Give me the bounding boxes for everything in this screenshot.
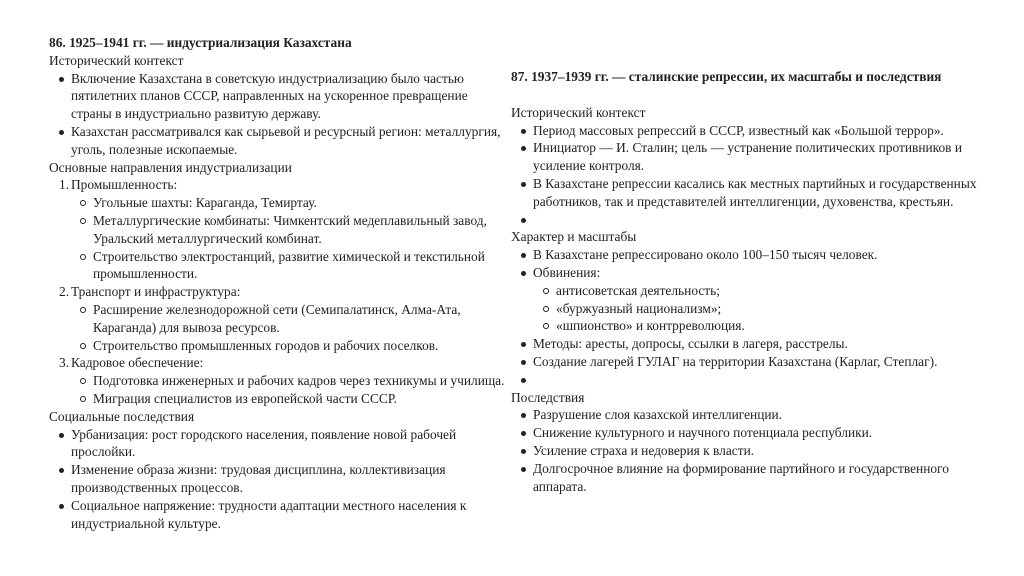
left-title: 86. 1925–1941 гг. — индустриализация Казахстана — [49, 35, 352, 50]
list-item — [511, 264, 981, 282]
left-context-heading: Исторический контекст — [49, 52, 184, 68]
list-item: Расширение железнодорожной сети (Семипалатинск, Алма-Ата, Караганда) для вывоза ресурсов. — [71, 301, 509, 337]
direction-sublist — [71, 194, 509, 283]
left-directions-heading: Основные направления индустриализации — [49, 159, 292, 175]
list-item: Период массовых репрессий в СССР, известный как «Большой террор». — [511, 122, 981, 140]
list-item: Угольные шахты: Караганда, Темиртау. — [71, 194, 509, 212]
list-item: В Казахстане репрессировано около 100–150 тысяч человек. — [511, 246, 981, 264]
direction-item — [49, 283, 509, 354]
direction-item — [49, 176, 509, 283]
consequences-list — [511, 406, 981, 495]
charges-label: Обвинения: — [533, 264, 601, 280]
direction-item — [49, 354, 509, 407]
direction-sublist — [71, 372, 509, 408]
right-title: 87. 1937–1939 гг. — сталинские репрессии, их масштабы и последствия — [511, 69, 942, 84]
directions-list — [49, 176, 509, 407]
left-social-heading: Социальные последствия — [49, 408, 195, 424]
right-context-heading: Исторический контекст — [511, 104, 646, 120]
list-item: Социальное напряжение: трудности адаптации местного населения к индустриальной культуре. — [49, 497, 509, 533]
list-item: Включение Казахстана в советскую индустриализацию было частью пятилетних планов СССР, направленных на ускоренное превращение страны в индустриально развитую державу. — [49, 70, 509, 123]
list-item: Разрушение слоя казахской интеллигенции. — [511, 406, 981, 424]
list-item: Методы: аресты, допросы, ссылки в лагеря, расстрелы. — [511, 335, 981, 353]
nature-list — [511, 246, 981, 282]
empty-list-item — [511, 371, 981, 389]
charges-list — [511, 282, 981, 335]
list-item: Строительство электростанций, развитие химической и текстильной промышленности. — [71, 248, 509, 284]
direction-title: Транспорт и инфраструктура: — [71, 284, 241, 300]
direction-sublist — [71, 301, 509, 354]
social-list — [49, 426, 509, 533]
direction-number: 3. — [59, 355, 70, 371]
right-consequences-heading: Последствия — [511, 389, 585, 405]
spacer — [511, 86, 981, 104]
right-context-list — [511, 122, 981, 229]
right-column — [511, 68, 981, 495]
right-nature-heading: Характер и масштабы — [511, 229, 637, 245]
empty-list-item — [511, 211, 981, 229]
list-item: Изменение образа жизни: трудовая дисциплина, коллективизация производственных процессов. — [49, 461, 509, 497]
direction-title: Промышленность: — [71, 177, 178, 193]
list-item: Металлургические комбинаты: Чимкентский медеплавильный завод, Уральский металлургический комбинат. — [71, 212, 509, 248]
left-context-list — [49, 70, 509, 159]
list-item: Казахстан рассматривался как сырьевой и ресурсный регион: металлургия, уголь, полезные ископаемые. — [49, 123, 509, 159]
list-item: «буржуазный национализм»; — [511, 300, 981, 318]
list-item: Долгосрочное влияние на формирование партийного и государственного аппарата. — [511, 460, 981, 496]
list-item: В Казахстане репрессии касались как местных партийных и государственных работников, так и представителей интеллигенции, духовенства, крестьян. — [511, 175, 981, 211]
list-item: Строительство промышленных городов и рабочих поселков. — [71, 337, 509, 355]
direction-title: Кадровое обеспечение: — [71, 355, 204, 371]
list-item: Инициатор — И. Сталин; цель — устранение политических противников и усиление контроля. — [511, 139, 981, 175]
list-item: Миграция специалистов из европейской части СССР. — [71, 390, 509, 408]
direction-number: 2. — [59, 284, 70, 300]
list-item: Снижение культурного и научного потенциала республики. — [511, 424, 981, 442]
list-item: Урбанизация: рост городского населения, появление новой рабочей прослойки. — [49, 426, 509, 462]
list-item: антисоветская деятельность; — [511, 282, 981, 300]
nature-list-continued — [511, 335, 981, 388]
left-column — [49, 34, 509, 532]
list-item: «шпионство» и контрреволюция. — [511, 317, 981, 335]
list-item: Усиление страха и недоверия к власти. — [511, 442, 981, 460]
direction-number: 1. — [59, 177, 70, 193]
list-item: Подготовка инженерных и рабочих кадров через техникумы и училища. — [71, 372, 509, 390]
list-item: Создание лагерей ГУЛАГ на территории Казахстана (Карлаг, Степлаг). — [511, 353, 981, 371]
